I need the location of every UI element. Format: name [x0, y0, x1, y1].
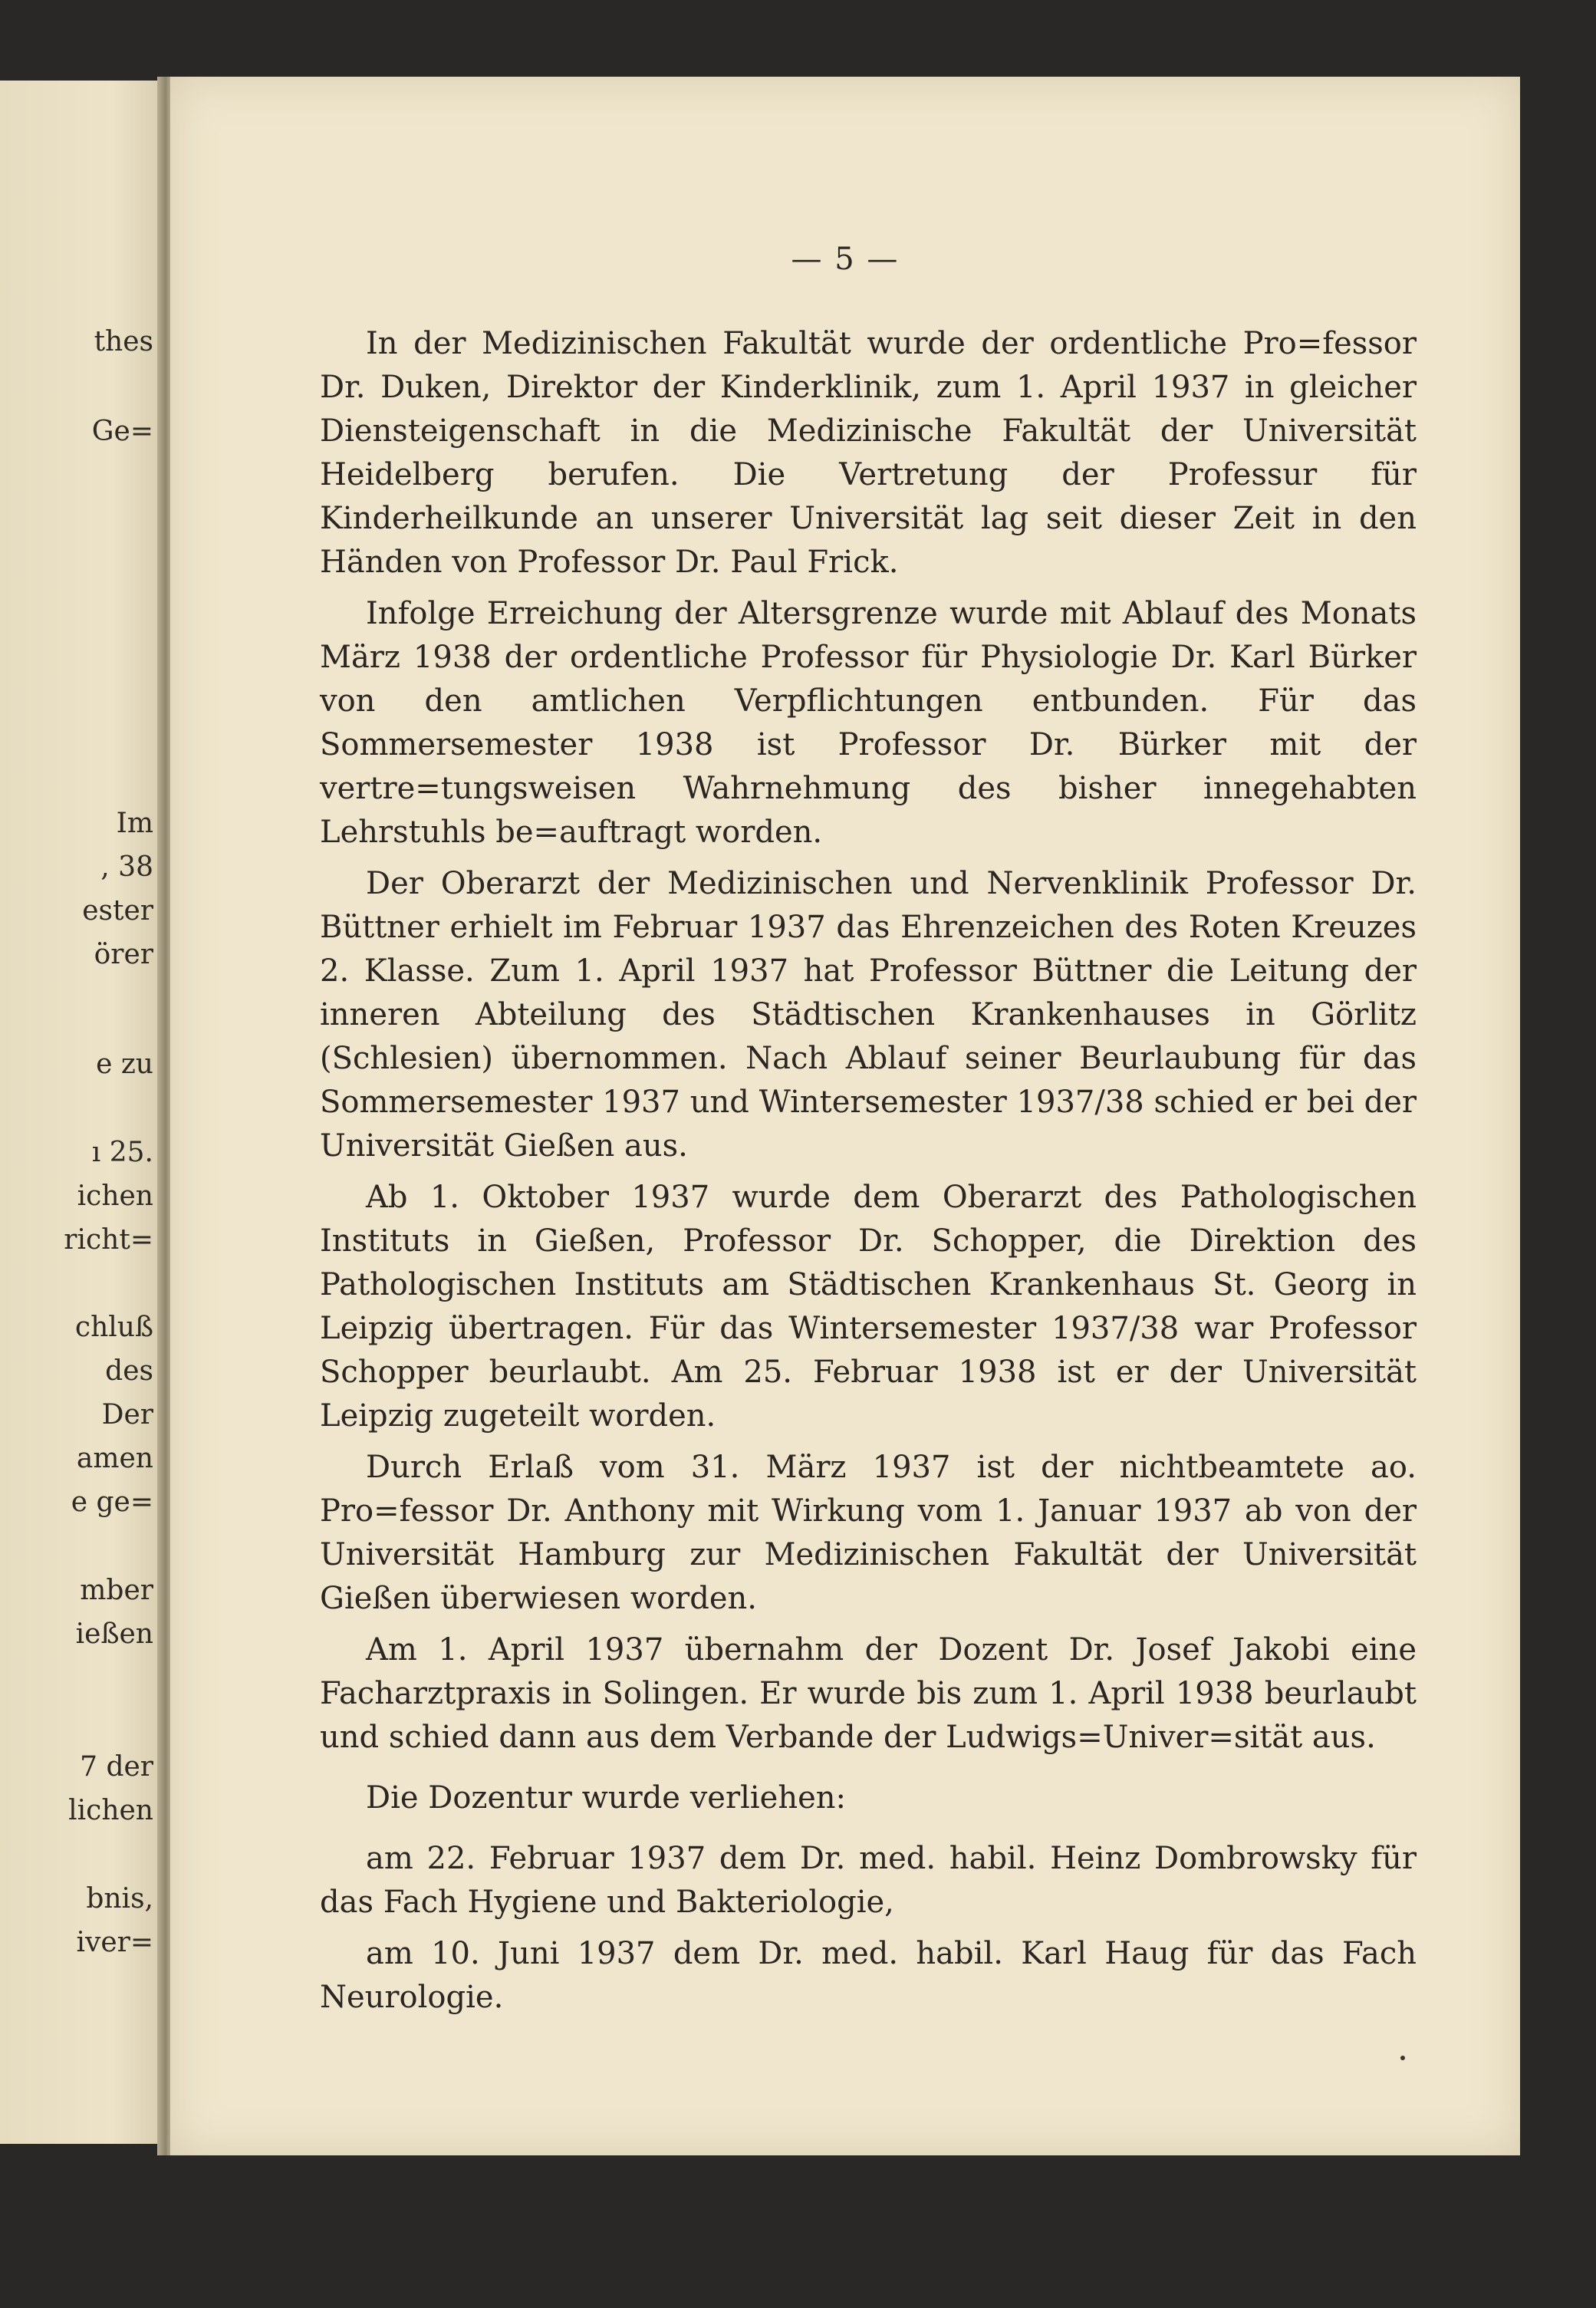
left-page-fragment: ester — [82, 895, 153, 927]
left-page-fragment: amen — [76, 1443, 153, 1474]
left-page-fragment: ichen — [77, 1180, 153, 1212]
left-page-fragment: Im — [116, 808, 153, 839]
page-number: — 5 — — [791, 242, 900, 277]
paragraph: Infolge Erreichung der Altersgrenze wurde mit Ablauf des Monats März 1938 der ordentliche Professor für Physiologie Dr. Karl Bürker von den amtlichen Verpflichtungen entbunden. Für das Sommersemester 1938 ist Professor Dr. Bürker mit der vertre=tungsweisen Wahrnehmung des bisher innegehabten Lehrstuhls be=auftragt worden. — [320, 596, 1417, 850]
left-page-fragment: des — [105, 1355, 153, 1387]
left-page-fragment: ı 25. — [91, 1137, 153, 1168]
paragraph: Am 1. April 1937 übernahm der Dozent Dr. Josef Jakobi eine Facharztpraxis in Solingen. Er wurde bis zum 1. April 1938 beurlaubt und schied dann aus dem Verbande der Ludwigs=Univer=sität aus. — [320, 1632, 1417, 1755]
previous-page — [0, 81, 161, 2144]
left-page-fragment: 7 der — [80, 1751, 153, 1783]
paragraph: Der Oberarzt der Medizinischen und Nervenklinik Professor Dr. Büttner erhielt im Februar 1937 das Ehrenzeichen des Roten Kreuzes 2. Klasse. Zum 1. April 1937 hat Professor Büttner die Leitung der inneren Abteilung des Städtischen Krankenhauses in Görlitz (Schlesien) übernommen. Nach Ablauf seiner Beurlaubung für das Sommersemester 1937 und Wintersemester 1937/38 schied er bei der Universität Gießen aus. — [320, 866, 1417, 1164]
paragraph: Ab 1. Oktober 1937 wurde dem Oberarzt des Pathologischen Instituts in Gießen, Professor Dr. Schopper, die Direktion des Pathologischen Instituts am Städtischen Krankenhaus St. Georg in Leipzig übertragen. Für das Wintersemester 1937/38 war Professor Schopper beurlaubt. Am 25. Februar 1938 ist er der Universität Leipzig zugeteilt worden. — [320, 1180, 1417, 1434]
left-page-fragment: richt= — [64, 1224, 153, 1256]
left-page-fragment: Ge= — [91, 416, 153, 447]
paragraph: am 10. Juni 1937 dem Dr. med. habil. Karl Haug für das Fach Neurologie. — [320, 1936, 1417, 2015]
left-page-fragment: , 38 — [100, 851, 153, 883]
left-page-fragment: thes — [94, 326, 153, 357]
paragraph: In der Medizinischen Fakultät wurde der ordentliche Pro=fessor Dr. Duken, Direktor der Kinderklinik, zum 1. April 1937 in gleicher Diensteigenschaft in die Medizinische Fakultät der Universität Heidelberg berufen. Die Vertretung der Professur für Kinderheilkunde an unserer Universität lag seit dieser Zeit in den Händen von Professor Dr. Paul Frick. — [320, 326, 1417, 580]
body-text — [320, 322, 1417, 2027]
paragraph: am 22. Februar 1937 dem Dr. med. habil. Heinz Dombrowsky für das Fach Hygiene und Bakteriologie, — [320, 1841, 1417, 1920]
left-page-fragment: iver= — [76, 1927, 153, 1958]
left-page-fragment: bnis, — [86, 1883, 153, 1915]
left-page-fragment: Der — [101, 1399, 153, 1431]
page — [170, 77, 1520, 2155]
ink-speck — [1400, 2056, 1405, 2060]
left-page-fragment: örer — [94, 939, 153, 970]
left-page-fragment: e zu — [96, 1049, 153, 1080]
left-page-fragment: lichen — [68, 1795, 153, 1826]
left-page-fragment: e ge= — [71, 1487, 153, 1518]
left-page-fragment: chluß — [74, 1312, 153, 1343]
paragraph: Durch Erlaß vom 31. März 1937 ist der nichtbeamtete ao. Pro=fessor Dr. Anthony mit Wirkung vom 1. Januar 1937 ab von der Universität Hamburg zur Medizinischen Fakultät der Universität Gießen überwiesen worden. — [320, 1450, 1417, 1616]
paragraph: Die Dozentur wurde verliehen: — [366, 1780, 847, 1816]
left-page-fragment: ießen — [75, 1618, 153, 1650]
left-page-fragment: mber — [80, 1575, 153, 1606]
